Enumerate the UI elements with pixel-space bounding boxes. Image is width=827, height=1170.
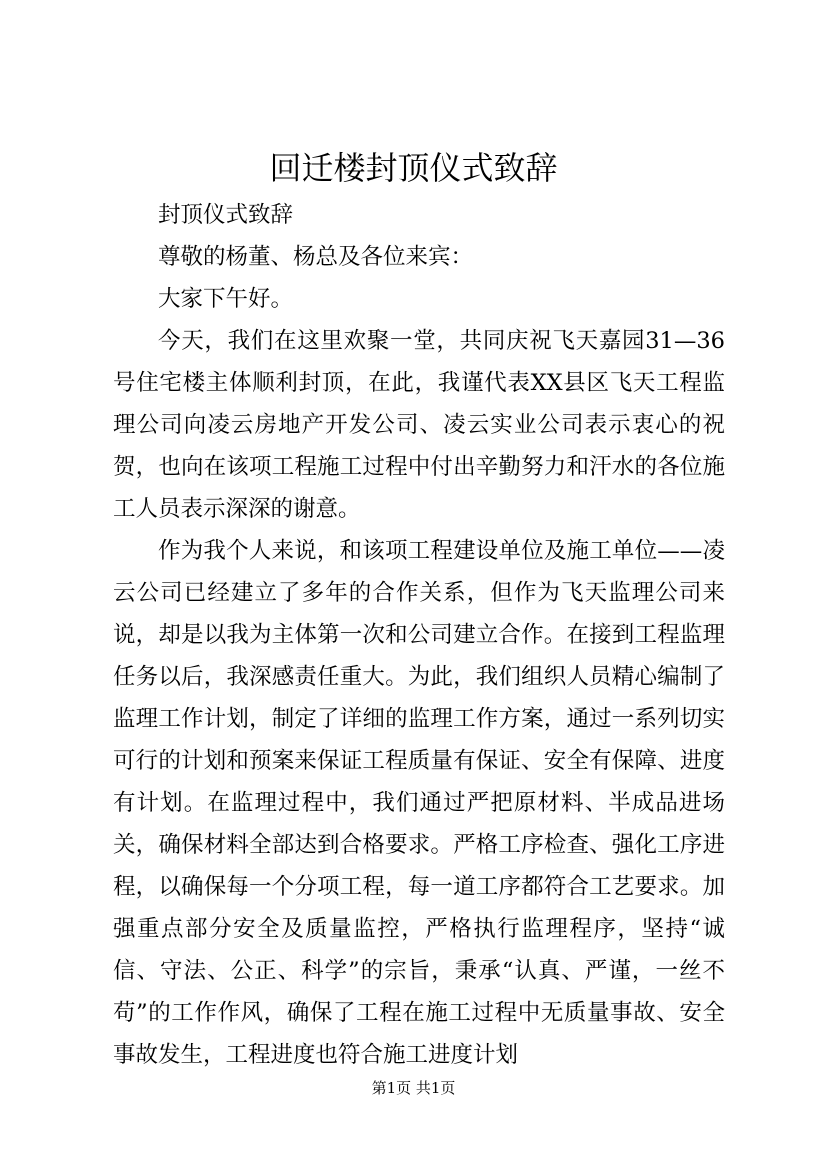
- document-body: [113, 194, 725, 1076]
- page-footer: 第1页 共1页: [371, 1079, 456, 1097]
- paragraph-body-1: 今天，我们在这里欢聚一堂，共同庆祝飞天嘉园31—36号住宅楼主体顺利封顶，在此，我谨代表XX县区飞天工程监理公司向凌云房地产开发公司、凌云实业公司表示衷心的祝贺，也向在该项工程施工过程中付出辛勤努力和汗水的各位施工人员表示深深的谢意。: [113, 328, 725, 522]
- document-title: 回迁楼封顶仪式致辞: [269, 149, 558, 187]
- paragraph-subtitle: 封顶仪式致辞: [158, 202, 294, 228]
- paragraph-greeting: 大家下午好。: [158, 286, 294, 312]
- paragraph-salutation: 尊敬的杨董、杨总及各位来宾：: [158, 244, 474, 270]
- paragraph-body-2: 作为我个人来说，和该项工程建设单位及施工单位——凌云公司已经建立了多年的合作关系，但作为飞天监理公司来说，却是以我为主体第一次和公司建立合作。在接到工程监理任务以后，我深感责任重大。为此，我们组织人员精心编制了监理工作计划，制定了详细的监理工作方案，通过一系列切实可行的计划和预案来保证工程质量有保证、安全有保障、进度有计划。在监理过程中，我们通过严把原材料、半成品进场关，确保材料全部达到合格要求。严格工序检查、强化工序进程，以确保每一个分项工程，每一道工序都符合工艺要求。加强重点部分安全及质量监控，严格执行监理程序，坚持“诚信、守法、公正、科学”的宗旨，秉承“认真、严谨，一丝不苟”的工作作风，确保了工程在施工过程中无质量事故、安全事故发生，工程进度也符合施工进度计划: [113, 538, 725, 1068]
